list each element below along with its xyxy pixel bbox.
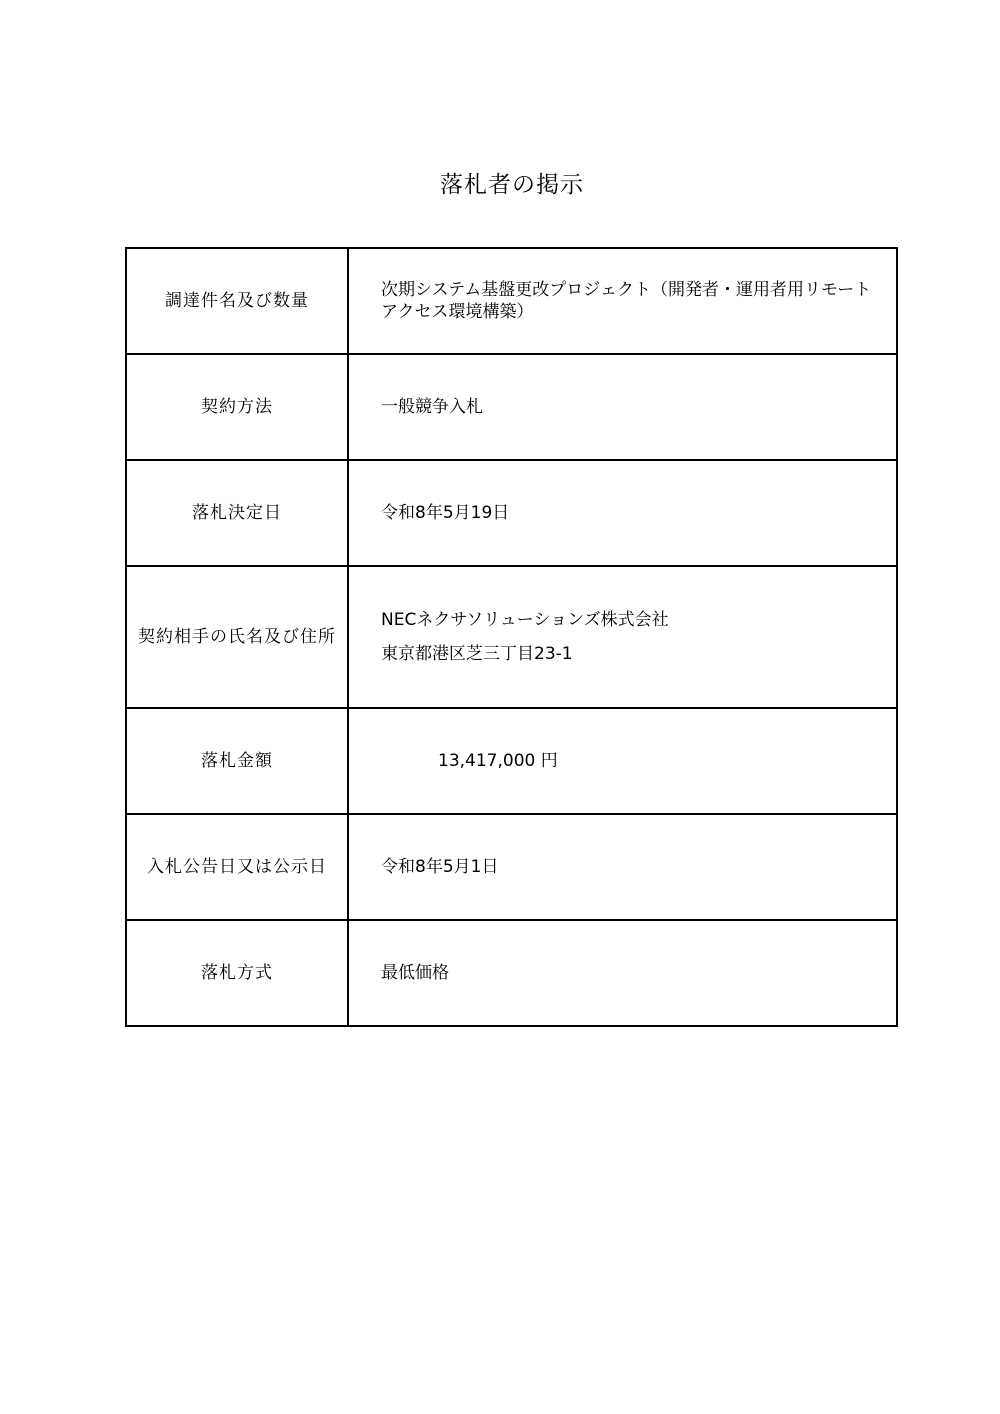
award-method-label: 落札方式 (126, 920, 348, 1026)
award-amount-cell (348, 708, 897, 814)
notice-date-value: 令和8年5月1日 (348, 814, 897, 920)
contractor-value (348, 566, 897, 708)
award-method-value: 最低価格 (348, 920, 897, 1026)
contractor-name: NECネクサソリューションズ株式会社 (381, 610, 669, 630)
contract-method-value: 一般競争入札 (348, 354, 897, 460)
award-date-label: 落札決定日 (126, 460, 348, 566)
table-row-award-date (126, 460, 897, 566)
contract-method-label: 契約方法 (126, 354, 348, 460)
award-amount-label: 落札金額 (126, 708, 348, 814)
contractor-address: 東京都港区芝三丁目23-1 (381, 644, 573, 664)
award-date-value: 令和8年5月19日 (348, 460, 897, 566)
procurement-value (348, 248, 897, 354)
notice-date-label: 入札公告日又は公示日 (126, 814, 348, 920)
procurement-label: 調達件名及び数量 (126, 248, 348, 354)
table-row-contractor (126, 566, 897, 708)
page-title: 落札者の掲示 (440, 172, 584, 198)
procurement-value-line1: 次期システム基盤更改プロジェクト（開発者・運用者用リモート (381, 280, 872, 300)
table-row-procurement (126, 248, 897, 354)
procurement-value-line2: アクセス環境構築） (381, 302, 534, 322)
table-row-contract-method (126, 354, 897, 460)
contractor-label: 契約相手の氏名及び住所 (126, 566, 348, 708)
award-amount-value: 13,417,000 円 (438, 751, 558, 771)
table-row-award-method (126, 920, 897, 1026)
table-row-award-amount (126, 708, 897, 814)
table-row-notice-date (126, 814, 897, 920)
award-notice-table (125, 247, 898, 1027)
